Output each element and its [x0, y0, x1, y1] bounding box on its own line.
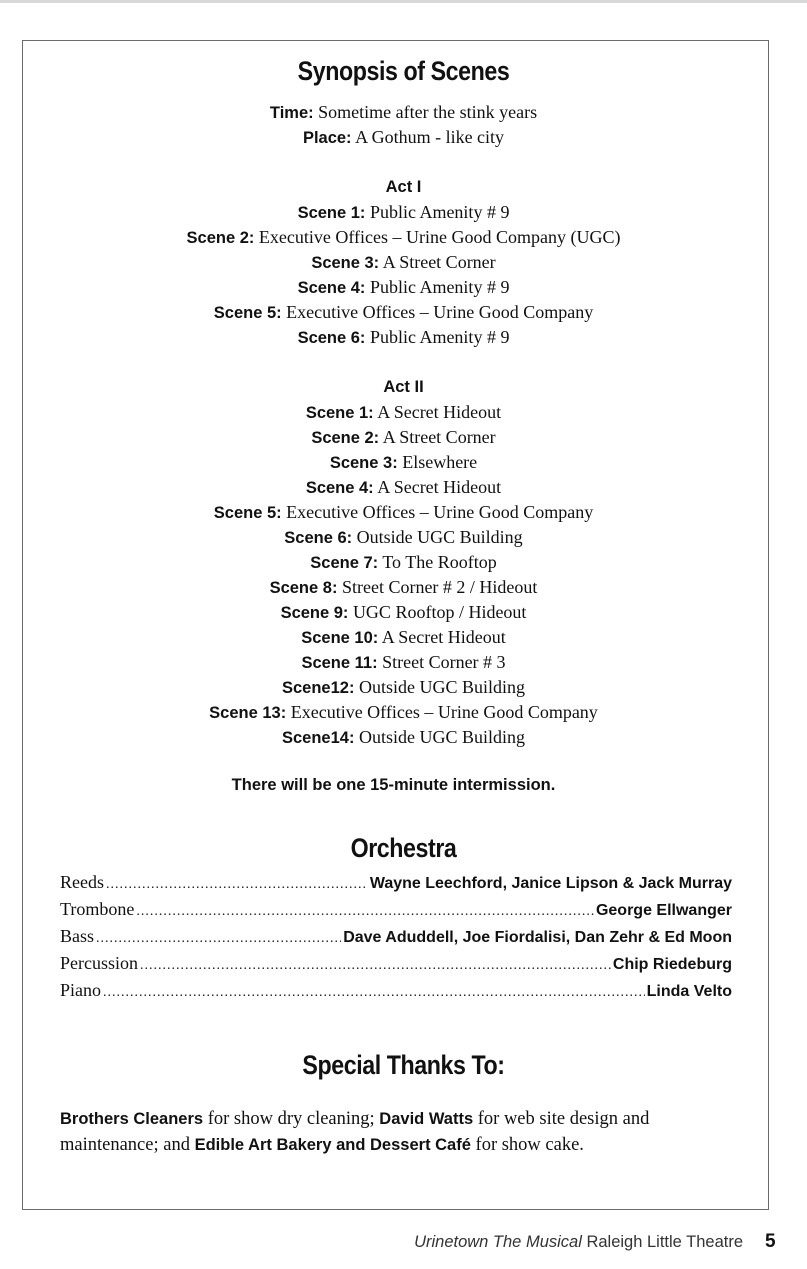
scene-location: Street Corner # 2 / Hideout [337, 577, 538, 597]
thanks-paragraph: Brothers Cleaners for show dry cleaning; David Watts for web site design and maintenance; and Edible Art Bakery and Dessert Café for show cake. [60, 1109, 650, 1155]
scene-label: Scene 1: [305, 404, 374, 422]
scene-label: Scene 4: [297, 279, 366, 297]
scene-label: Scene 1: [297, 204, 366, 222]
place-line: Place: A Gothum - like city [302, 127, 505, 147]
scene-label: Scene 9: [280, 604, 349, 622]
orchestra-row [60, 950, 732, 977]
scene-line [0, 500, 807, 525]
scene-label: Scene 4: [305, 479, 374, 497]
orchestra-row [60, 923, 732, 950]
scene-label: Scene 6: [297, 329, 366, 347]
thanks-name-3: Edible Art Bakery and Dessert Café [194, 1136, 471, 1154]
orchestra-role: Bass [60, 926, 95, 946]
dot-leader [140, 952, 611, 979]
scene-location: Public Amenity # 9 [365, 327, 510, 347]
scene-label: Scene 13: [209, 704, 287, 722]
scene-line [0, 300, 807, 325]
scene-location: UGC Rooftop / Hideout [348, 602, 527, 622]
time-line: Time: Sometime after the stink years [269, 102, 538, 122]
scene-location: Executive Offices – Urine Good Company [281, 502, 594, 522]
page-number: 5 [765, 1231, 776, 1252]
scene-location: A Secret Hideout [378, 627, 506, 647]
scene-line [0, 550, 807, 575]
scene-line [0, 225, 807, 250]
orchestra-musicians: Dave Aduddell, Joe Fiordalisi, Dan Zehr & Ed Moon [343, 929, 732, 946]
scene-line [0, 525, 807, 550]
time-place-block [0, 100, 807, 150]
dot-leader [96, 925, 341, 952]
scene-label: Scene 10: [301, 629, 379, 647]
scene-location: A Street Corner [379, 427, 496, 447]
act-1-scene-list [0, 200, 807, 350]
scene-line [0, 675, 807, 700]
thanks-title: Special Thanks To: [302, 1050, 505, 1080]
scene-line [0, 400, 807, 425]
scene-location: Executive Offices – Urine Good Company (UGC) [254, 227, 621, 247]
scene-label: Scene 6: [284, 529, 353, 547]
scene-label: Scene 8: [269, 579, 338, 597]
scene-label: Scene 11: [301, 654, 378, 672]
scene-label: Scene 2: [311, 429, 380, 447]
orchestra-musicians: Chip Riedeburg [612, 956, 732, 973]
footer-theatre: Raleigh Little Theatre [581, 1233, 743, 1251]
synopsis-title: Synopsis of Scenes [297, 56, 510, 86]
dot-leader [103, 979, 645, 1006]
orchestra-row [60, 896, 732, 923]
scene-line [0, 575, 807, 600]
orchestra-musicians: Linda Velto [646, 983, 732, 1000]
scene-label: Scene 2: [186, 229, 255, 247]
scene-location: Executive Offices – Urine Good Company [281, 302, 594, 322]
scene-label: Scene 3: [329, 454, 398, 472]
act-2-block [0, 375, 807, 750]
scene-label: Scene12: [282, 679, 355, 697]
scene-label: Scene 7: [310, 554, 379, 572]
scene-line [0, 250, 807, 275]
scene-line [0, 600, 807, 625]
scene-location: Outside UGC Building [354, 677, 525, 697]
orchestra-role: Piano [60, 980, 102, 1000]
footer-show-title: Urinetown The Musical [414, 1233, 582, 1251]
scene-line [0, 650, 807, 675]
orchestra-row [60, 869, 732, 896]
dot-leader [136, 898, 594, 925]
scene-location: A Street Corner [379, 252, 496, 272]
orchestra-row [60, 977, 732, 1004]
scene-line [0, 450, 807, 475]
orchestra-title: Orchestra [350, 833, 457, 863]
scene-location: Street Corner # 3 [377, 652, 506, 672]
scene-line [0, 625, 807, 650]
footer-credit [414, 1233, 743, 1252]
scene-location: Executive Offices – Urine Good Company [286, 702, 598, 722]
thanks-name-2: David Watts [379, 1110, 474, 1128]
top-rule [0, 0, 807, 3]
scene-location: Elsewhere [397, 452, 478, 472]
scene-location: A Secret Hideout [373, 477, 502, 497]
scene-line [0, 725, 807, 750]
scene-location: Outside UGC Building [352, 527, 523, 547]
scene-label: Scene 5: [213, 504, 282, 522]
orchestra-musicians: Wayne Leechford, Janice Lipson & Jack Murray [369, 875, 732, 892]
scene-location: A Secret Hideout [373, 402, 502, 422]
orchestra-musicians: George Ellwanger [595, 902, 732, 919]
act-2-scene-list [0, 400, 807, 750]
act-1-heading: Act I [385, 178, 422, 196]
scene-line [0, 325, 807, 350]
scene-line [0, 200, 807, 225]
scene-location: Public Amenity # 9 [365, 202, 510, 222]
scene-line [0, 700, 807, 725]
scene-location: To The Rooftop [378, 552, 497, 572]
scene-location: Public Amenity # 9 [365, 277, 510, 297]
scene-line [0, 425, 807, 450]
scene-label: Scene 3: [311, 254, 380, 272]
scene-line [0, 475, 807, 500]
act-1-block [0, 175, 807, 350]
scene-location: Outside UGC Building [354, 727, 525, 747]
thanks-name-1: Brothers Cleaners [60, 1110, 204, 1128]
intermission-note: There will be one 15-minute intermission. [231, 776, 556, 794]
scene-label: Scene14: [282, 729, 355, 747]
scene-line [0, 275, 807, 300]
act-2-heading: Act II [383, 378, 424, 396]
dot-leader [106, 871, 368, 898]
scene-label: Scene 5: [213, 304, 282, 322]
orchestra-role: Reeds [60, 872, 104, 892]
orchestra-list [60, 869, 732, 1004]
orchestra-role: Trombone [60, 899, 135, 919]
orchestra-role: Percussion [60, 953, 138, 973]
